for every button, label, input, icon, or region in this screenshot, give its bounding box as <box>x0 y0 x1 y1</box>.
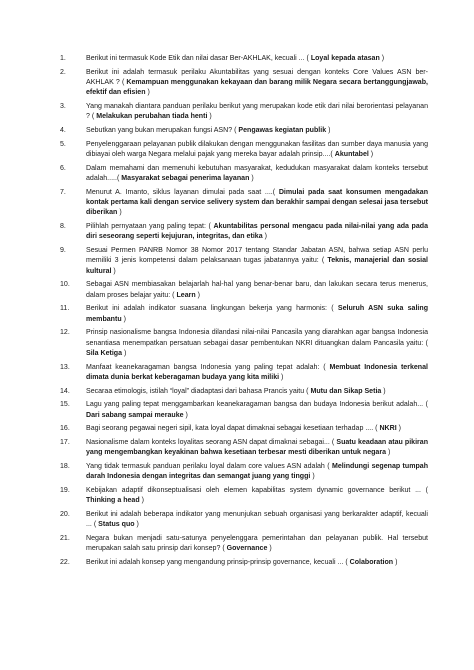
question-number: 2. <box>60 68 66 76</box>
question-number: 21. <box>60 535 70 542</box>
question-item-9 <box>60 246 428 277</box>
question-number: 10. <box>60 281 70 289</box>
close-paren: ) <box>124 350 127 358</box>
question-number: 4. <box>60 127 66 134</box>
answer-text: Governance <box>226 545 268 553</box>
question-text: Negara bukan menjadi satu-satunya penyelenggara pemerintahan dan pelayanan publik. Hal tersebut merupakan salah satu prinsip dari konsep? ( <box>86 535 428 553</box>
close-paren: ) <box>381 55 385 62</box>
question-text: Sebagai ASN membiasakan belajarlah hal-hal yang benar-benar baru, dan lakukan secara terus menerus, dalam proses belajar yaitu: ( <box>86 281 428 299</box>
close-paren: ) <box>251 175 254 182</box>
question-number: 20. <box>60 511 70 518</box>
question-text: Penyelenggaraan pelayanan publik dilakukan dengan menggunakan fasilitas dan sumber daya manusia yang dibiayai oleh warga Negara melalui pajak yang mereka bayar adalah prinsip....( <box>86 140 428 158</box>
answer-text: Akuntabel <box>334 151 369 158</box>
close-paren: ) <box>328 127 331 134</box>
question-item-19 <box>60 486 428 507</box>
answer-text: Learn <box>176 291 196 299</box>
close-paren: ) <box>136 521 139 529</box>
answer-text: Teknis, manajerial dan sosial kultural <box>86 257 428 275</box>
answer-text: Suatu keadaan atau pikiran yang mengembangkan keyakinan bahwa kesetiaan terbesar mesti diberikan untuk negara <box>86 439 428 457</box>
question-item-13 <box>60 363 428 384</box>
answer-text: Pengawas kegiatan publik <box>238 127 327 134</box>
close-paren: ) <box>395 559 398 566</box>
question-text: Dalam memahami dan memenuhi kebutuhan masyarakat, kedudukan masyarakat dalam konteks tersebut adalah.....( <box>86 164 428 182</box>
question-number: 8. <box>60 223 66 230</box>
question-item-4 <box>60 126 428 136</box>
question-text: Secaraa etimologis, istilah “loyal” diadaptasi dari bahasa Prancis yaitu ( <box>86 387 309 395</box>
question-text: Sesuai Permen PANRB Nomor 38 Nomor 2017 tentang Standar Jabatan ASN, bahwa setiap ASN perlu memiliki 3 jenis kompetensi dalam pelaksanaan tugas jabatannya yaitu: ( <box>86 247 428 265</box>
question-text: Yang manakah diantara panduan perilaku berikut yang merupakan kode etik dari nilai berorientasi pelayanan ? ( <box>86 103 428 121</box>
question-number: 13. <box>60 363 70 371</box>
close-paren: ) <box>383 387 386 395</box>
question-number: 16. <box>60 425 70 433</box>
close-paren: ) <box>113 267 116 275</box>
answer-text: Seluruh ASN suka saling membantu <box>86 305 428 323</box>
question-number: 14. <box>60 387 70 395</box>
close-paren: ) <box>387 449 391 457</box>
answer-text: NKRI <box>379 425 397 433</box>
question-number: 11. <box>60 305 70 313</box>
close-paren: ) <box>209 113 212 121</box>
question-text: Bagi seorang pegawai negeri sipil, kata loyal dapat dimaknai sebagai kesetiaan terhadap .... ( <box>86 425 378 433</box>
close-paren: ) <box>370 151 374 158</box>
answer-text: Thinking a head <box>86 497 140 505</box>
question-item-14 <box>60 387 428 397</box>
close-paren: ) <box>398 425 401 433</box>
answer-text: Loyal kepada atasan <box>310 55 380 62</box>
question-number: 1. <box>60 55 66 62</box>
question-text: Manfaat keanekaragaman bangsa Indonesia yang paling tepat adalah: ( <box>86 363 326 371</box>
question-number: 15. <box>60 401 70 409</box>
close-paren: ) <box>281 374 284 382</box>
question-item-17 <box>60 438 428 459</box>
question-number: 3. <box>60 103 66 110</box>
question-number: 17. <box>60 439 70 446</box>
question-text: Berikut ini termasuk Kode Etik dan nilai dasar Ber-AKHLAK, kecuali ... ( <box>86 55 309 62</box>
question-item-2 <box>60 68 428 99</box>
close-paren: ) <box>119 209 122 217</box>
answer-text: Status quo <box>98 521 135 529</box>
question-item-7 <box>60 188 428 219</box>
question-text: Prinsip nasionalisme bangsa Indonesia dilandasi nilai-nilai Pancasila yang diarahkan agar bangsa Indonesia senantiasa menempatkan persatuan sebagai dasar pembentukan NKRI dituangkan dalam Pancasila yaitu: ( <box>86 329 428 347</box>
question-item-3 <box>60 102 428 123</box>
question-text: Berikut ini adalah termasuk perilaku Akuntabilitas yang sesuai dengan konteks Core Values ASN ber-AKHLAK ? ( <box>86 68 428 86</box>
question-item-10 <box>60 280 428 301</box>
question-item-12 <box>60 328 428 359</box>
question-text: Berikut ini adalah beberapa indikator yang menunjukan sebuah organisasi yang berkarakter adaptif, kecuali ... ( <box>86 511 428 529</box>
question-item-6 <box>60 164 428 185</box>
answer-text: Kemampuan menggunakan kekayaan dan barang milik Negara secara bertanggungjawab, efektif dan efisien <box>86 79 428 97</box>
question-text: Yang tidak termasuk panduan perilaku loyal dalam core values ASN adalah ( <box>86 463 330 470</box>
question-item-16 <box>60 424 428 434</box>
question-text: Pilihlah pernyataan yang paling tepat: ( <box>86 223 211 230</box>
question-text: Menurut A. Imanto, siklus layanan dimulai pada saat ....( <box>86 188 276 196</box>
close-paren: ) <box>147 89 150 97</box>
question-number: 5. <box>60 140 66 148</box>
close-paren: ) <box>185 411 188 419</box>
question-text: Kebijakan adaptif dikonseptualisasi oleh elemen kapabilitas system dynamic governance berikut ... ( <box>86 487 428 494</box>
question-number: 9. <box>60 247 66 254</box>
question-item-20 <box>60 510 428 531</box>
close-paren: ) <box>312 473 315 481</box>
question-number: 22. <box>60 559 70 566</box>
answer-text: Masyarakat sebagai penerima layanan <box>121 175 250 182</box>
answer-text: Mutu dan Sikap Setia <box>310 387 382 395</box>
question-item-15 <box>60 400 428 421</box>
question-item-11 <box>60 304 428 325</box>
close-paren: ) <box>197 291 201 299</box>
question-number: 7. <box>60 188 66 196</box>
question-text: Berikut ini adalah konsep yang mengandung prinsip-prinsip governance, kecuali ... ( <box>86 559 348 566</box>
answer-text: Colaboration <box>349 559 394 566</box>
question-text: Nasionalisme dalam konteks loyalitas seorang ASN dapat dimaknai sebagai... ( <box>86 439 335 446</box>
answer-text: Melindungi segenap tumpah darah Indonesia dengan integritas dan semangat juang yang tinggi <box>86 463 429 481</box>
question-text: Lagu yang paling tepat menggambarkan keanekaragaman bangsa dan budaya Indonesia berikut adalah... ( <box>86 401 428 409</box>
question-number: 18. <box>60 463 70 470</box>
question-list <box>60 54 428 572</box>
answer-text: Melakukan perubahan tiada henti <box>96 113 208 121</box>
question-item-21 <box>60 534 428 555</box>
answer-text: Dari sabang sampai merauke <box>86 411 184 419</box>
answer-text: Membuat Indonesia terkenal dimata dunia berkat keberagaman budaya yang kita miliki <box>86 363 428 382</box>
answer-text: Dimulai pada saat konsumen mengadakan kontak pertama kali dengan service selivery system dan berakhir sampai dengan selesai jasa tersebut diberikan <box>86 188 428 217</box>
question-text: Berikut ini adalah indikator suasana lingkungan bekerja yang harmonis: ( <box>86 305 334 313</box>
question-number: 12. <box>60 329 70 337</box>
close-paren: ) <box>264 233 267 241</box>
question-item-22 <box>60 558 428 568</box>
question-item-1 <box>60 54 428 64</box>
answer-text: Akuntabilitas personal mengacu pada nilai-nilai yang ada pada diri seseorang seperti kejujuran, integritas, dan etika <box>86 223 428 241</box>
close-paren: ) <box>269 545 272 553</box>
question-text: Sebutkan yang bukan merupakan fungsi ASN? ( <box>86 127 237 134</box>
question-item-18 <box>60 462 428 483</box>
question-number: 19. <box>60 487 70 494</box>
close-paren: ) <box>123 315 126 323</box>
answer-text: Sila Ketiga <box>86 350 123 358</box>
close-paren: ) <box>141 497 144 505</box>
question-item-5 <box>60 140 428 161</box>
question-item-8 <box>60 222 428 243</box>
question-number: 6. <box>60 164 66 172</box>
